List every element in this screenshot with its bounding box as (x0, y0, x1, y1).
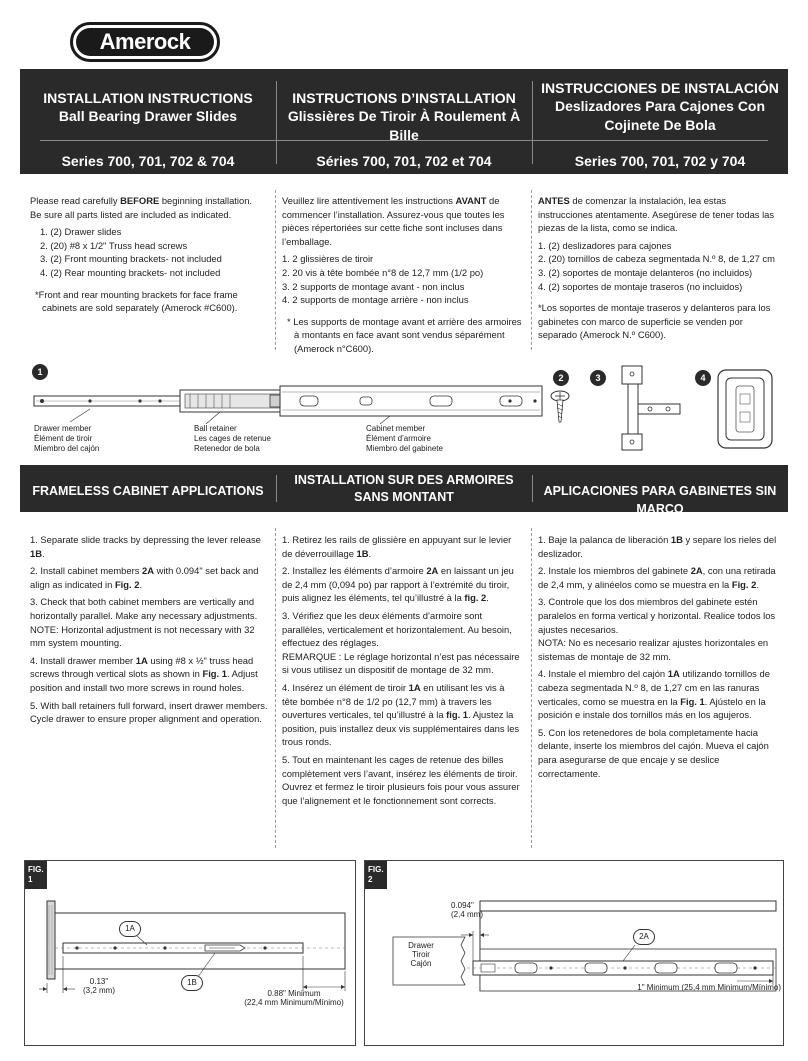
fig1-dim-front (83, 977, 115, 995)
step-text: . Ajústelo en la posición e instale dos tornillos más en los agujeros. (538, 695, 766, 721)
label-line: Élément de tiroir (34, 434, 93, 443)
figure-2 (364, 860, 784, 1046)
step-text: y separe los rieles del deslizador. (538, 534, 777, 559)
step-1-en (30, 533, 268, 560)
step-3-en: 3. Check that both cabinet members are vertically and horizontally parallel. Make any necessary adjustments. NOTE: Horizontal adjustment is not necessary with 32 mm system mounting. (30, 596, 258, 649)
header-series-es: Series 700, 701, 702 y 704 (574, 153, 746, 169)
section-band (20, 465, 788, 516)
step-2-es (538, 564, 778, 591)
figure-tag-text: 1 (28, 875, 33, 884)
step-text: . Adjust position and install two more screws in round holes. (30, 668, 258, 693)
step-text: 2. Installez les éléments d’armoire (282, 565, 427, 577)
label-ball-retainer (194, 424, 271, 454)
step-ref: fig. 2 (464, 592, 487, 604)
step-text: 4. Install drawer member (30, 654, 136, 666)
drawer-label-line: Drawer (408, 941, 434, 950)
dim-text: (22,4 mm Minimum/Mínimo) (244, 998, 344, 1007)
dim-text: 0.88" Minimum (267, 989, 321, 998)
steps-fr (282, 533, 522, 811)
parts-item: 2. (20) tornillos de cabeza segmentada N.º 8, de 1,27 cm (538, 253, 775, 265)
label-line: Élément d’armoire (366, 434, 431, 443)
logo-text: Amerock (76, 28, 214, 56)
step-ref: 1A (135, 654, 148, 666)
section-title-fr-1: INSTALLATION SUR DES ARMOIRES (294, 473, 514, 487)
step-text: 4. Insérez un élément de tiroir (282, 681, 409, 693)
step-text: utilizando tornillos de cabeza segmentada N.º 8, de 1,27 cm en las ranuras verticales, como se muestra en la (538, 668, 770, 707)
step-ref: 1A (408, 681, 421, 693)
header-title-es: INSTRUCCIONES DE INSTALACIÓN (541, 80, 779, 96)
column-divider (531, 190, 532, 350)
parts-item: 2. 20 vis à tête bombée n°8 de 12,7 mm (1/2 po) (282, 266, 484, 278)
step-text: . (756, 578, 759, 590)
parts-list-es (538, 194, 778, 342)
step-text: en laissant un jeu de 2,4 mm (0,094 po) par rapport à l’extrémité du tiroir, puis alignez les éléments, tel qu’illustré à la (282, 565, 514, 604)
truss-screw-icon (548, 390, 578, 430)
step-ref: Fig. 2 (114, 578, 140, 590)
parts-intro-es (538, 194, 778, 235)
part-number-2: 2 (553, 370, 569, 386)
dim-text: (2,4 mm) (451, 910, 483, 919)
header-subtitle-fr: Glissières De Tiroir À Roulement À Bille (287, 108, 521, 143)
step-2-fr (282, 564, 522, 605)
step-ref: 1B (670, 534, 683, 545)
section-title-es: APLICACIONES PARA GABINETES SIN MARCO (543, 484, 777, 516)
label-line: Retenedor de bola (194, 444, 260, 453)
step-ref: 2A (690, 565, 703, 577)
parts-item: 3. (2) soportes de montaje delanteros (no incluidos) (538, 266, 753, 278)
steps-en (30, 533, 268, 730)
step-text: 2. Instale los miembros del gabinete (538, 565, 691, 577)
front-bracket-icon (610, 364, 690, 454)
fig2-dim-setback (451, 901, 483, 919)
step-ref: 2A (426, 565, 439, 577)
step-ref: Fig. 2 (731, 578, 757, 590)
callout-1b: 1B (181, 975, 203, 991)
step-ref: 1B (356, 547, 369, 559)
parts-item: 3. (2) Front mounting brackets- not included (40, 253, 222, 265)
step-1-es (538, 533, 778, 560)
callout-1a: 1A (119, 921, 141, 937)
figure-1 (24, 860, 356, 1046)
step-4-es (538, 667, 778, 721)
step-text: 4. Instale el miembro del cajón (538, 668, 668, 680)
fig2-drawer-label (399, 941, 443, 968)
label-line: Les cages de retenue (194, 434, 271, 443)
figure-tag-text: 2 (368, 875, 373, 884)
label-line: Drawer member (34, 424, 92, 433)
parts-item: 1. 2 glissières de tiroir (282, 253, 374, 265)
parts-item: 1. (2) Drawer slides (40, 226, 122, 238)
step-text: . (486, 592, 489, 604)
step-text: . (368, 547, 372, 559)
drawer-slide-illustration (30, 378, 550, 424)
part-number-1: 1 (32, 364, 48, 380)
intro-text: Please read carefully (30, 195, 121, 206)
intro-text: de comenzar la instalación, lea estas instrucciones atentamente. Asegúrese de tener todas las piezas de la lista, como se indica. (538, 195, 775, 234)
step-5-es: 5. Con los retenedores de bola completamente hacia delante, inserte los miembros del cajón. Mueva el cajón para asegurarse de que encaje y se deslice correctamente. (538, 726, 769, 779)
label-line: Cabinet member (366, 424, 426, 433)
header-band (20, 69, 788, 174)
step-text: 2. Install cabinet members (30, 565, 143, 577)
header-subtitle-es-1: Deslizadores Para Cajones Con (554, 98, 766, 114)
label-drawer-member (34, 424, 99, 454)
rear-bracket-icon (716, 368, 776, 452)
step-ref: 1B (30, 547, 42, 559)
step-ref: fig. 1 (446, 709, 469, 721)
section-fr (276, 465, 532, 512)
step-text: using #8 x ½" truss head screws through vertical slots as shown in (30, 654, 254, 680)
step-5-fr: 5. Tout en maintenant les cages de retenue des billes complètement vers l’avant, insérez les éléments de tiroir. Ouvrez et fermez le tiroir plusieurs fois pour vous assurer que l’alignement et le fonctionnement sont corrects. (282, 753, 520, 806)
label-cabinet-member (366, 424, 443, 454)
header-en (20, 69, 276, 174)
step-text: , con una retirada de 2,4 mm, y alinéelos como se muestra en la (538, 565, 776, 590)
section-en (20, 465, 276, 512)
parts-item: 1. (2) deslizadores para cajones (538, 239, 672, 251)
step-text: . (41, 547, 45, 559)
step-ref: Fig. 1 (680, 695, 705, 707)
step-5-en: 5. With ball retainers full forward, insert drawer members. Cycle drawer to ensure proper alignment and operation. (30, 699, 268, 725)
parts-item: 3. 2 supports de montage avant - non inclus (282, 280, 465, 292)
steps-es (538, 533, 778, 784)
header-title-en: INSTALLATION INSTRUCTIONS (43, 90, 253, 106)
step-text: . Ajustez la position, puis installez deux vis supplémentaires dans les trous ronds. (282, 709, 520, 748)
header-es (532, 69, 788, 174)
intro-bold: ANTES (538, 195, 570, 206)
callout-2a: 2A (633, 929, 655, 945)
intro-bold: BEFORE (120, 195, 160, 206)
fig1-dim-min (239, 989, 349, 1007)
step-text: 1. Retirez les rails de glissière en appuyant sur le levier de déverrouillage (282, 534, 512, 559)
drawer-label-line: Cajón (410, 959, 432, 968)
step-3-note-es: NOTA: No es necesario realizar ajustes horizontales en sistemas de montaje de 32 mm. (538, 637, 769, 662)
header-series-fr: Séries 700, 701, 702 et 704 (316, 153, 492, 169)
step-2-en (30, 564, 268, 591)
step-text: 1. Baje la palanca de liberación (538, 534, 671, 545)
parts-item: 4. 2 supports de montage arrière - non inclus (282, 294, 469, 306)
drawer-label-line: Tiroir (412, 950, 430, 959)
part-number-4: 4 (695, 370, 711, 386)
dim-text: 0.13" (89, 977, 109, 986)
parts-intro-en (30, 194, 266, 221)
label-line: Miembro del gabinete (366, 444, 443, 453)
figure-tag-text: FIG. (28, 865, 44, 874)
step-text: 1. Separate slide tracks by depressing the lever release (30, 534, 261, 545)
column-divider (275, 528, 276, 848)
parts-note-es: *Los soportes de montaje traseros y delanteros para los gabinetes con marco de superficie se venden por separado (Amerock N.º C600). (538, 302, 771, 341)
step-text: en utilisant les vis à tête bombée n°8 de 1/2 po (12,7 mm) à travers les ouvertures verticales, tel qu’illustré à la (282, 681, 505, 721)
label-line: Miembro del cajón (34, 444, 100, 453)
dim-text: (3,2 mm) (83, 986, 115, 995)
step-text: . (139, 578, 143, 590)
intro-bold: AVANT (455, 195, 487, 206)
amerock-logo (70, 22, 220, 62)
step-ref: 1A (667, 668, 680, 680)
parts-diagram (20, 358, 788, 462)
parts-item: 4. (2) Rear mounting brackets- not included (40, 266, 221, 278)
figure-tag-text: FIG. (368, 865, 384, 874)
step-4-en (30, 654, 268, 695)
parts-list-en (30, 194, 266, 315)
header-subtitle-en: Ball Bearing Drawer Slides (58, 108, 238, 124)
step-text: with 0.094" set back and align as indicated in (30, 565, 259, 590)
column-divider (275, 190, 276, 350)
parts-item: 4. (2) soportes de montaje traseros (no incluidos) (538, 280, 743, 292)
header-fr (276, 69, 532, 174)
intro-text: beginning installation. (159, 195, 253, 206)
step-ref: Fig. 1 (202, 668, 227, 680)
parts-intro-fr (282, 194, 522, 248)
label-line: Ball retainer (194, 424, 237, 433)
fig2-dim-min: 1" Minimum (25,4 mm Minimum/Mínimo) (637, 983, 781, 992)
step-3-note-fr: REMARQUE : Le réglage horizontal n’est pas nécessaire si vous utilisez un dispositif de montage de 32 mm. (282, 650, 520, 676)
parts-note-fr: * Les supports de montage avant et arrière des armoires à montants en face avant sont vendus séparément (Amerock n°C600). (287, 315, 522, 354)
parts-item: 2. (20) #8 x 1/2" Truss head screws (40, 239, 188, 251)
dim-text: 0.094" (451, 901, 474, 910)
header-title-fr: INSTRUCTIONS D’INSTALLATION (292, 90, 516, 106)
header-subtitle-es-2: Cojinete De Bola (604, 117, 716, 133)
step-3-es: 3. Controle que los dos miembros del gabinete estén paralelos en forma vertical y horizontal. Realice todos los ajustes necesarios. (538, 596, 776, 635)
step-ref: 2A (142, 565, 155, 577)
header-series-en: Series 700, 701, 702 & 704 (61, 153, 235, 169)
intro-text: Veuillez lire attentivement les instructions (282, 195, 456, 206)
part-number-3: 3 (590, 370, 606, 386)
column-divider (531, 528, 532, 848)
parts-note-en: *Front and rear mounting brackets for face frame cabinets are sold separately (Amerock #C600). (35, 288, 238, 314)
step-3-fr: 3. Vérifiez que les deux éléments d’armoire sont parallèles, verticalement et horizontalement. Au besoin, effectuez des réglages. (282, 609, 512, 649)
intro-text: de commencer l’installation. Assurez-vous que toutes les pièces répertoriées sur cette fiche sont incluses dans l’emballage. (282, 195, 505, 247)
section-title-en: FRAMELESS CABINET APPLICATIONS (32, 484, 264, 498)
figure-1-drawing (25, 861, 355, 1045)
intro-text: Be sure all parts listed are included as indicated. (30, 208, 232, 220)
section-es (532, 465, 788, 516)
parts-list-fr (282, 194, 522, 356)
step-1-fr (282, 533, 522, 560)
section-title-fr-2: SANS MONTANT (354, 490, 454, 504)
step-4-fr (282, 681, 522, 749)
